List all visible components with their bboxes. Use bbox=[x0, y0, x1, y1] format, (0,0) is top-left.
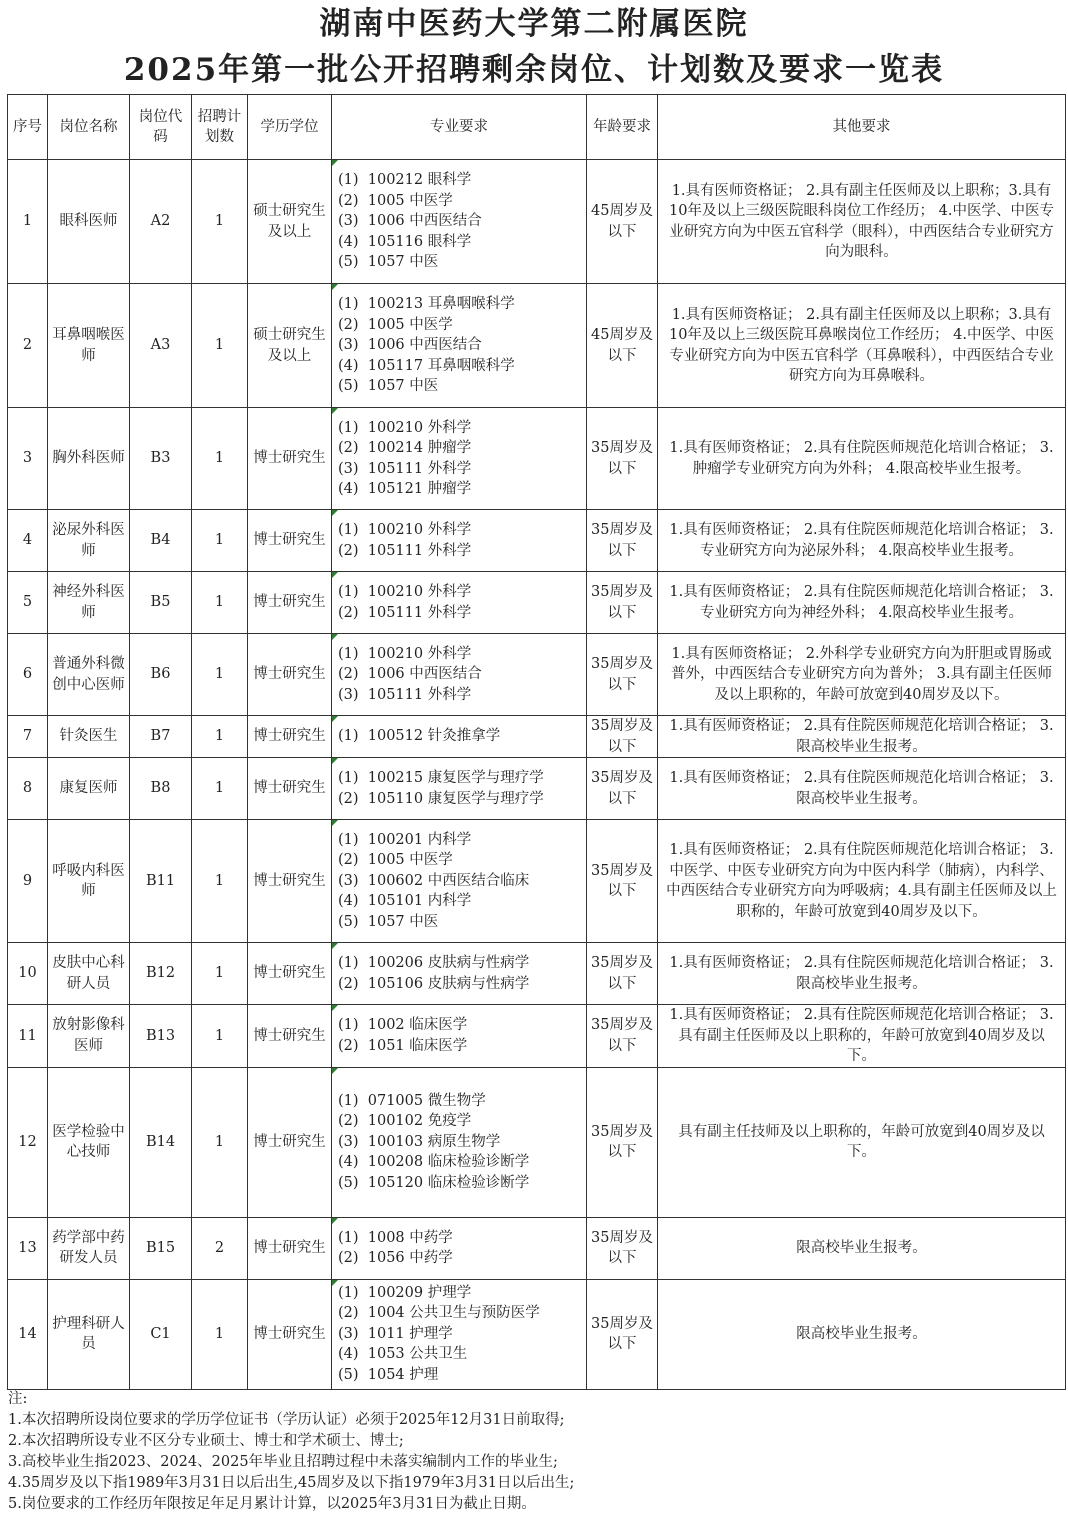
header-plan-count: 招聘计划数 bbox=[192, 95, 248, 160]
cell-age: 35周岁及以下 bbox=[587, 572, 658, 634]
note-item: 3.高校毕业生指2023、2024、2025年毕业且招聘过程中未落实编制内工作的毕业生; bbox=[8, 1454, 558, 1470]
major-item: (3) 1006 中西医结合 bbox=[338, 213, 482, 230]
cell-age: 35周岁及以下 bbox=[587, 408, 658, 510]
header-no: 序号 bbox=[8, 95, 48, 160]
major-item: (4) 105101 内科学 bbox=[338, 893, 472, 910]
cell-position-name: 眼科医师 bbox=[48, 160, 130, 284]
cell-plan-count: 2 bbox=[192, 1217, 248, 1279]
positions-table bbox=[7, 94, 1066, 1390]
cell-major-list bbox=[332, 510, 587, 572]
cell-no: 10 bbox=[8, 943, 48, 1005]
major-item: (2) 1051 临床医学 bbox=[338, 1037, 468, 1054]
cell-no: 8 bbox=[8, 758, 48, 820]
cell-position-name: 康复医师 bbox=[48, 758, 130, 820]
cell-no: 6 bbox=[8, 634, 48, 716]
cell-age: 45周岁及以下 bbox=[587, 160, 658, 284]
major-item: (1) 100213 耳鼻咽喉科学 bbox=[338, 296, 515, 313]
cell-position-name: 针灸医生 bbox=[48, 716, 130, 758]
major-item: (1) 100210 外科学 bbox=[338, 522, 472, 538]
table-row bbox=[8, 634, 1066, 716]
cell-no: 4 bbox=[8, 510, 48, 572]
cell-position-code: B14 bbox=[130, 1067, 192, 1217]
major-item: (2) 1005 中医学 bbox=[338, 192, 453, 209]
cell-education: 博士研究生 bbox=[248, 943, 332, 1005]
major-item: (5) 105120 临床检验诊断学 bbox=[338, 1174, 530, 1191]
cell-position-name: 普通外科微创中心医师 bbox=[48, 634, 130, 716]
table-row bbox=[8, 1217, 1066, 1279]
table-row bbox=[8, 408, 1066, 510]
cell-major-list bbox=[332, 284, 587, 408]
cell-other-requirements: 1.具有医师资格证； 2.具有住院医师规范化培训合格证； 3.专业研究方向为泌尿外科； 4.限高校毕业生报考。 bbox=[658, 510, 1066, 572]
cell-plan-count: 1 bbox=[192, 820, 248, 943]
cell-major-list bbox=[332, 160, 587, 284]
cell-education: 博士研究生 bbox=[248, 1217, 332, 1279]
major-item: (1) 100210 外科学 bbox=[338, 584, 472, 600]
page-title: 湖南中医药大学第二附属医院 bbox=[319, 6, 749, 42]
cell-plan-count: 1 bbox=[192, 943, 248, 1005]
cell-age: 35周岁及以下 bbox=[587, 510, 658, 572]
major-item: (4) 105116 眼科学 bbox=[338, 233, 472, 250]
major-item: (3) 1011 护理学 bbox=[338, 1325, 453, 1342]
cell-other-requirements: 1.具有医师资格证； 2.外科学专业研究方向为肝胆或胃肠或普外，中西医结合专业研究方向为普外； 3.具有副主任医师及以上职称的，年龄可放宽到40周岁及以下。 bbox=[658, 634, 1066, 716]
cell-other-requirements: 限高校毕业生报考。 bbox=[658, 1217, 1066, 1279]
cell-major-list bbox=[332, 1005, 587, 1068]
table-row bbox=[8, 758, 1066, 820]
cell-education: 博士研究生 bbox=[248, 1279, 332, 1389]
cell-position-code: C1 bbox=[130, 1279, 192, 1389]
cell-education: 博士研究生 bbox=[248, 1005, 332, 1068]
header-age: 年龄要求 bbox=[587, 95, 658, 160]
cell-position-name: 护理科研人员 bbox=[48, 1279, 130, 1389]
cell-position-name: 胸外科医师 bbox=[48, 408, 130, 510]
cell-major-list bbox=[332, 1279, 587, 1389]
major-item: (1) 071005 微生物学 bbox=[338, 1092, 486, 1109]
page-subtitle: 2025年第一批公开招聘剩余岗位、计划数及要求一览表 bbox=[123, 52, 945, 88]
cell-plan-count: 1 bbox=[192, 284, 248, 408]
cell-major-list bbox=[332, 634, 587, 716]
note-item: 1.本次招聘所设岗位要求的学历学位证书（学历认证）必须于2025年12月31日前取得; bbox=[8, 1412, 565, 1428]
cell-education: 硕士研究生及以上 bbox=[248, 160, 332, 284]
major-item: (2) 100214 肿瘤学 bbox=[338, 440, 472, 456]
cell-position-code: B13 bbox=[130, 1005, 192, 1068]
table-row bbox=[8, 1005, 1066, 1068]
cell-position-code: A3 bbox=[130, 284, 192, 408]
cell-plan-count: 1 bbox=[192, 1279, 248, 1389]
major-item: (2) 1056 中药学 bbox=[338, 1250, 453, 1266]
major-item: (4) 105117 耳鼻咽喉科学 bbox=[338, 357, 515, 374]
cell-no: 12 bbox=[8, 1067, 48, 1217]
cell-plan-count: 1 bbox=[192, 634, 248, 716]
cell-plan-count: 1 bbox=[192, 758, 248, 820]
cell-education: 硕士研究生及以上 bbox=[248, 284, 332, 408]
cell-other-requirements: 1.具有医师资格证； 2.具有住院医师规范化培训合格证； 3.肿瘤学专业研究方向为外科； 4.限高校毕业生报考。 bbox=[658, 408, 1066, 510]
cell-position-code: B15 bbox=[130, 1217, 192, 1279]
cell-plan-count: 1 bbox=[192, 1005, 248, 1068]
table-row bbox=[8, 716, 1066, 758]
cell-position-name: 药学部中药研发人员 bbox=[48, 1217, 130, 1279]
major-item: (5) 1057 中医 bbox=[338, 378, 439, 395]
major-item: (1) 1008 中药学 bbox=[338, 1229, 453, 1246]
cell-no: 3 bbox=[8, 408, 48, 510]
cell-age: 35周岁及以下 bbox=[587, 1005, 658, 1068]
major-item: (1) 100209 护理学 bbox=[338, 1284, 472, 1301]
cell-other-requirements: 1.具有医师资格证； 2.具有住院医师规范化培训合格证； 3.专业研究方向为神经外科； 4.限高校毕业生报考。 bbox=[658, 572, 1066, 634]
major-item: (3) 100602 中西医结合临床 bbox=[338, 872, 530, 889]
cell-position-code: B3 bbox=[130, 408, 192, 510]
cell-other-requirements: 1.具有医师资格证； 2.具有住院医师规范化培训合格证； 3.限高校毕业生报考。 bbox=[658, 758, 1066, 820]
table-row bbox=[8, 572, 1066, 634]
cell-education: 博士研究生 bbox=[248, 572, 332, 634]
cell-position-code: B7 bbox=[130, 716, 192, 758]
cell-major-list bbox=[332, 716, 587, 758]
major-item: (2) 105106 皮肤病与性病学 bbox=[338, 975, 530, 992]
cell-position-name: 耳鼻咽喉医师 bbox=[48, 284, 130, 408]
table-row bbox=[8, 1067, 1066, 1217]
note-item: 4.35周岁及以下指1989年3月31日以后出生,45周岁及以下指1979年3月31日以后出生; bbox=[8, 1475, 575, 1491]
table-row bbox=[8, 820, 1066, 943]
cell-age: 35周岁及以下 bbox=[587, 943, 658, 1005]
header-education: 学历学位 bbox=[248, 95, 332, 160]
table-row bbox=[8, 943, 1066, 1005]
cell-education: 博士研究生 bbox=[248, 716, 332, 758]
note-item: 5.岗位要求的工作经历年限按足年足月累计计算，以2025年3月31日为截止日期。 bbox=[8, 1496, 536, 1512]
cell-plan-count: 1 bbox=[192, 510, 248, 572]
cell-position-code: B11 bbox=[130, 820, 192, 943]
cell-age: 35周岁及以下 bbox=[587, 634, 658, 716]
cell-plan-count: 1 bbox=[192, 716, 248, 758]
cell-education: 博士研究生 bbox=[248, 820, 332, 943]
cell-major-list bbox=[332, 943, 587, 1005]
major-item: (5) 1057 中医 bbox=[338, 913, 439, 930]
cell-age: 35周岁及以下 bbox=[587, 820, 658, 943]
cell-age: 35周岁及以下 bbox=[587, 1217, 658, 1279]
note-item: 2.本次招聘所设专业不区分专业硕士、博士和学术硕士、博士; bbox=[8, 1433, 404, 1449]
cell-no: 5 bbox=[8, 572, 48, 634]
cell-education: 博士研究生 bbox=[248, 758, 332, 820]
cell-plan-count: 1 bbox=[192, 1067, 248, 1217]
cell-education: 博士研究生 bbox=[248, 634, 332, 716]
table-row bbox=[8, 510, 1066, 572]
notes bbox=[8, 1389, 574, 1515]
cell-age: 35周岁及以下 bbox=[587, 758, 658, 820]
major-item: (1) 1002 临床医学 bbox=[338, 1017, 468, 1034]
major-item: (1) 100201 内科学 bbox=[338, 831, 472, 848]
cell-no: 7 bbox=[8, 716, 48, 758]
cell-position-code: B12 bbox=[130, 943, 192, 1005]
major-item: (4) 100208 临床检验诊断学 bbox=[338, 1154, 530, 1171]
cell-no: 2 bbox=[8, 284, 48, 408]
major-item: (3) 1006 中西医结合 bbox=[338, 337, 482, 354]
cell-position-name: 皮肤中心科研人员 bbox=[48, 943, 130, 1005]
table-row bbox=[8, 1279, 1066, 1389]
cell-no: 11 bbox=[8, 1005, 48, 1068]
cell-other-requirements: 1.具有医师资格证； 2.具有副主任医师及以上职称；3.具有10年及以上三级医院眼科岗位工作经历； 4.中医学、中医专业研究方向为中医五官科学（眼科），中西医结合专业研究方向为眼科。 bbox=[658, 160, 1066, 284]
cell-other-requirements: 1.具有医师资格证； 2.具有住院医师规范化培训合格证； 3.限高校毕业生报考。 bbox=[658, 716, 1066, 758]
table-row bbox=[8, 160, 1066, 284]
major-item: (5) 1057 中医 bbox=[338, 254, 439, 271]
cell-age: 35周岁及以下 bbox=[587, 716, 658, 758]
cell-major-list bbox=[332, 1067, 587, 1217]
header-other: 其他要求 bbox=[658, 95, 1066, 160]
cell-plan-count: 1 bbox=[192, 160, 248, 284]
major-item: (1) 100210 外科学 bbox=[338, 645, 472, 662]
cell-education: 博士研究生 bbox=[248, 408, 332, 510]
cell-major-list bbox=[332, 572, 587, 634]
cell-position-code: B8 bbox=[130, 758, 192, 820]
table-header-row bbox=[8, 95, 1066, 160]
cell-position-name: 泌尿外科医师 bbox=[48, 510, 130, 572]
major-item: (1) 100210 外科学 bbox=[338, 419, 472, 436]
cell-age: 45周岁及以下 bbox=[587, 284, 658, 408]
cell-other-requirements: 1.具有医师资格证； 2.具有副主任医师及以上职称；3.具有10年及以上三级医院耳鼻喉岗位工作经历； 4.中医学、中医专业研究方向为中医五官科学（耳鼻喉科），中西医结合专业研究方向为耳鼻喉科。 bbox=[658, 284, 1066, 408]
cell-other-requirements: 1.具有医师资格证； 2.具有住院医师规范化培训合格证； 3.具有副主任医师及以上职称的，年龄可放宽到40周岁及以下。 bbox=[658, 1005, 1066, 1068]
major-item: (3) 100103 病原生物学 bbox=[338, 1133, 501, 1150]
header-position-name: 岗位名称 bbox=[48, 95, 130, 160]
cell-position-code: B6 bbox=[130, 634, 192, 716]
major-item: (1) 100215 康复医学与理疗学 bbox=[338, 770, 544, 786]
header-position-code: 岗位代码 bbox=[130, 95, 192, 160]
cell-major-list bbox=[332, 408, 587, 510]
cell-position-code: A2 bbox=[130, 160, 192, 284]
table-row bbox=[8, 284, 1066, 408]
major-item: (2) 105111 外科学 bbox=[338, 604, 472, 621]
cell-education: 博士研究生 bbox=[248, 510, 332, 572]
cell-position-name: 医学检验中心技师 bbox=[48, 1067, 130, 1217]
major-item: (4) 105121 肿瘤学 bbox=[338, 481, 472, 497]
major-item: (2) 105111 外科学 bbox=[338, 542, 472, 559]
cell-position-code: B5 bbox=[130, 572, 192, 634]
cell-position-code: B4 bbox=[130, 510, 192, 572]
cell-major-list bbox=[332, 820, 587, 943]
cell-no: 13 bbox=[8, 1217, 48, 1279]
cell-other-requirements: 具有副主任技师及以上职称的，年龄可放宽到40周岁及以下。 bbox=[658, 1067, 1066, 1217]
cell-other-requirements: 限高校毕业生报考。 bbox=[658, 1279, 1066, 1389]
cell-other-requirements: 1.具有医师资格证； 2.具有住院医师规范化培训合格证； 3.中医学、中医专业研究方向为中医内科学（肺病），内科学、中西医结合专业研究方向为呼吸病；4.具有副主任医师及以上职称的，年龄可放宽到40周岁及以下。 bbox=[658, 820, 1066, 943]
major-item: (2) 1005 中医学 bbox=[338, 852, 453, 869]
major-item: (2) 105110 康复医学与理疗学 bbox=[338, 790, 544, 807]
cell-no: 1 bbox=[8, 160, 48, 284]
cell-position-name: 放射影像科医师 bbox=[48, 1005, 130, 1068]
cell-age: 35周岁及以下 bbox=[587, 1067, 658, 1217]
major-item: (1) 100206 皮肤病与性病学 bbox=[338, 955, 530, 971]
header-major: 专业要求 bbox=[332, 95, 587, 160]
major-item: (2) 1006 中西医结合 bbox=[338, 666, 482, 683]
major-item: (2) 1005 中医学 bbox=[338, 316, 453, 333]
major-item: (2) 1004 公共卫生与预防医学 bbox=[338, 1305, 540, 1322]
notes-label: 注: bbox=[8, 1391, 28, 1407]
major-item: (2) 100102 免疫学 bbox=[338, 1113, 472, 1130]
major-item: (3) 105111 外科学 bbox=[338, 460, 472, 477]
cell-position-name: 呼吸内科医师 bbox=[48, 820, 130, 943]
major-item: (3) 105111 外科学 bbox=[338, 686, 472, 703]
cell-education: 博士研究生 bbox=[248, 1067, 332, 1217]
cell-plan-count: 1 bbox=[192, 408, 248, 510]
cell-plan-count: 1 bbox=[192, 572, 248, 634]
cell-position-name: 神经外科医师 bbox=[48, 572, 130, 634]
cell-no: 9 bbox=[8, 820, 48, 943]
major-item: (1) 100512 针灸推拿学 bbox=[338, 728, 501, 745]
major-item: (1) 100212 眼科学 bbox=[338, 172, 472, 189]
cell-major-list bbox=[332, 1217, 587, 1279]
major-item: (4) 1053 公共卫生 bbox=[338, 1346, 468, 1363]
cell-age: 35周岁及以下 bbox=[587, 1279, 658, 1389]
cell-other-requirements: 1.具有医师资格证； 2.具有住院医师规范化培训合格证； 3.限高校毕业生报考。 bbox=[658, 943, 1066, 1005]
major-item: (5) 1054 护理 bbox=[338, 1366, 439, 1383]
cell-no: 14 bbox=[8, 1279, 48, 1389]
cell-major-list bbox=[332, 758, 587, 820]
